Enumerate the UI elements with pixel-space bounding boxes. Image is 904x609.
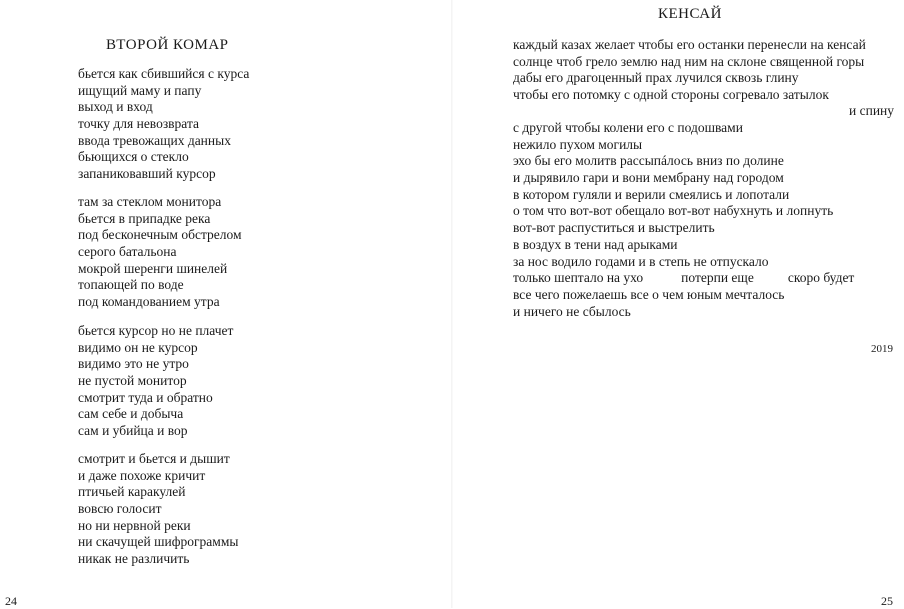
left-page bbox=[0, 0, 452, 608]
poem-line: мокрой шеренги шинелей bbox=[78, 260, 228, 276]
poem-line: серого батальона bbox=[78, 244, 177, 260]
indented-line: и спину bbox=[849, 103, 895, 118]
poem-line: все чего пожелаешь все о чем юным мечталось bbox=[513, 286, 785, 302]
right-page bbox=[452, 0, 904, 608]
poem-title: ВТОРОЙ КОМАР bbox=[106, 37, 229, 53]
whisper-part-3: скоро будет bbox=[787, 270, 855, 286]
poem-line: видимо он не курсор bbox=[78, 339, 198, 355]
poem-line: не пустой монитор bbox=[78, 373, 187, 389]
poem-line: каждый казах желает чтобы его останки перенесли на кенсай bbox=[513, 37, 866, 52]
whisper-part-1: только шептало на ухо bbox=[513, 270, 644, 286]
poem-line: ни скачущей шифрограммы bbox=[78, 534, 239, 550]
poem-line: вовсю голосит bbox=[78, 501, 162, 517]
stanza-2 bbox=[513, 120, 854, 320]
poem-line: и дырявило гари и вони мембрану над городом bbox=[513, 170, 784, 186]
stanza-1 bbox=[513, 37, 866, 104]
poem-line: дабы его драгоценный прах лучился сквозь глину bbox=[513, 70, 799, 86]
stanza-4 bbox=[78, 451, 238, 568]
whisper-line bbox=[513, 270, 854, 287]
poem-line: смотрит и бьется и дышит bbox=[78, 451, 230, 466]
poem-line: там за стеклом монитора bbox=[78, 194, 222, 209]
poem-line: бьется курсор но не плачет bbox=[78, 323, 234, 338]
poem-line: за нос водило годами и в степь не отпускало bbox=[513, 253, 769, 269]
poem-line: запаниковавший курсор bbox=[78, 166, 216, 182]
poem-line: видимо это не утро bbox=[78, 356, 189, 372]
poem-line: ввода тревожащих данных bbox=[78, 132, 231, 148]
poem-line: никак не различить bbox=[78, 551, 190, 567]
poem-line: вот-вот распуститься и выстрелить bbox=[513, 220, 715, 236]
poem-line: сам себе и добыча bbox=[78, 406, 184, 422]
poem-line: чтобы его потомку с одной стороны согревало затылок bbox=[513, 87, 829, 103]
poem-line: под командованием утра bbox=[78, 294, 220, 310]
poem-line: смотрит туда и обратно bbox=[78, 389, 213, 405]
stanza-2 bbox=[78, 194, 242, 311]
poem-line: сам и убийца и вор bbox=[78, 423, 188, 439]
poem-line: о том что вот-вот обещало вот-вот набухнуть и лопнуть bbox=[513, 203, 834, 219]
poem-line: выход и вход bbox=[78, 99, 153, 115]
poem-line: и ничего не сбылось bbox=[513, 303, 631, 319]
poem-line: под бесконечным обстрелом bbox=[78, 227, 242, 243]
poem-line: с другой чтобы колени его с подошвами bbox=[513, 120, 743, 135]
poem-line: но ни нервной реки bbox=[78, 517, 191, 533]
poem-line: и даже похоже кричит bbox=[78, 467, 206, 483]
poem-year: 2019 bbox=[871, 343, 893, 355]
poem-line: нежило пухом могилы bbox=[513, 136, 643, 152]
poem-line: эхо бы его молитв рассыпáлось вниз по долине bbox=[513, 153, 784, 169]
poem-line: бьется в припадке река bbox=[78, 210, 211, 226]
poem-title: КЕНСАЙ bbox=[658, 6, 722, 22]
poem-line: в воздух в тени над арыками bbox=[513, 236, 678, 252]
poem-line: солнце чтоб грело землю над ним на склоне священной горы bbox=[513, 53, 865, 69]
poem-line: в котором гуляли и верили смеялись и лопотали bbox=[513, 186, 790, 202]
page-number: 24 bbox=[5, 594, 17, 608]
poem-line: топающей по воде bbox=[78, 277, 184, 293]
poem-line: бьется как сбившийся с курса bbox=[78, 66, 250, 81]
poem-line: ищущий маму и папу bbox=[78, 82, 202, 98]
stanza-3 bbox=[78, 323, 233, 440]
page-number: 25 bbox=[881, 594, 893, 608]
poem-line: птичьей каракулей bbox=[78, 484, 186, 500]
poem-line: бьющихся о стекло bbox=[78, 149, 189, 165]
whisper-part-2: потерпи еще bbox=[681, 270, 754, 286]
poem-line: точку для невозврата bbox=[78, 116, 199, 132]
stanza-1 bbox=[78, 66, 249, 183]
